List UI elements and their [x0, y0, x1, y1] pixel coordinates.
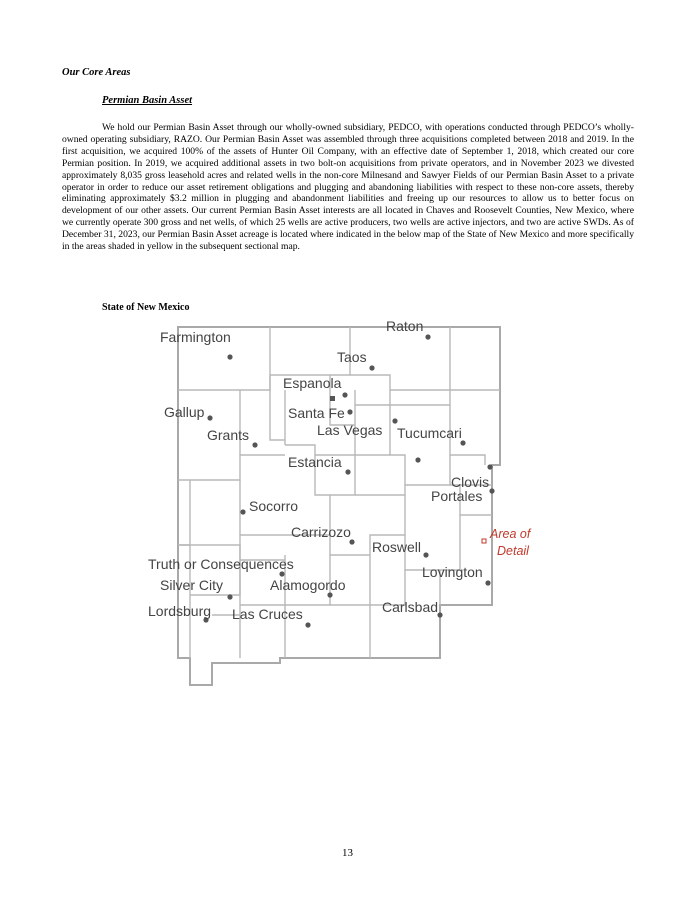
label-silver-city: Silver City [160, 577, 224, 593]
label-carrizozo: Carrizozo [291, 524, 351, 540]
body-paragraph: We hold our Permian Basin Asset through our wholly-owned subsidiary, PEDCO, with operations conducted through PEDCO’s wholly-owned operating subsidiary, RAZO. Our Permian Basin Asset was assembled through three acquisitions completed between 2018 and 2019. In the first acquisition, we acquired 100% of the assets of Hunter Oil Company, with an effective date of September 1, 2018, which created our core Permian position. In 2019, we acquired additional assets in two bolt-on acquisitions from private operators, and in November 2023 we divested approximately 8,035 gross leasehold acres and related wells in the non-core Milnesand and Sawyer Fields of our Permian Basin Asset to a private operator in order to reduce our asset retirement obligations and plugging and abandoning liabilities with respect to these non-core assets, thereby eliminating approximately $3.2 million in plugging and abandonment liabilities and freeing up our resources to allow us to better focus on development of our other assets. Our current Permian Basin Asset interests are all located in Chaves and Roosevelt Counties, New Mexico, where we currently operate 300 gross and net wells, of which 25 wells are active producers, two wells are active injectors, and two are active SWDs. As of December 31, 2023, our Permian Basin Asset acreage is located where indicated in the below map of the State of New Mexico and more specifically in the areas shaded in yellow in the subsequent sectional map. [62, 122, 634, 253]
label-roswell: Roswell [372, 539, 422, 555]
label-area-of-detail-line1: Area of [490, 527, 531, 541]
label-carlsbad: Carlsbad [382, 599, 439, 615]
label-area-of-detail-line2: Detail [497, 544, 529, 558]
dot-taos [369, 365, 374, 370]
label-espanola: Espanola [283, 375, 342, 391]
dot-guadalupe [415, 457, 420, 462]
dot-truth-or-consequences [279, 571, 284, 576]
section-heading: Our Core Areas [62, 67, 131, 78]
label-las-cruces: Las Cruces [232, 606, 303, 622]
dot-portales [489, 488, 494, 493]
subsection-heading: Permian Basin Asset [102, 95, 193, 106]
dot-alamogordo [327, 592, 332, 597]
dot-gallup [207, 415, 212, 420]
dot-lovington [485, 580, 490, 585]
dot-clovis [487, 464, 492, 469]
dot-carlsbad [437, 612, 442, 617]
label-las-vegas: Las Vegas [317, 422, 383, 438]
dot-estancia [345, 469, 350, 474]
label-taos: Taos [337, 349, 367, 365]
label-alamogordo: Alamogordo [270, 577, 346, 593]
label-truth-or-consequences: Truth or Consequences [148, 556, 294, 572]
label-portales: Portales [431, 488, 483, 504]
label-grants: Grants [207, 427, 250, 443]
label-clovis: Clovis [451, 474, 490, 490]
dot-las-cruces [305, 622, 310, 627]
dot-tucumcari [460, 440, 465, 445]
label-socorro: Socorro [249, 498, 299, 514]
map-caption: State of New Mexico [102, 302, 190, 313]
label-santa-fe: Santa Fe [288, 405, 345, 421]
label-lovington: Lovington [422, 564, 483, 580]
dot-espanola [342, 392, 347, 397]
dot-roswell [423, 552, 428, 557]
dot-raton [425, 334, 430, 339]
city-labels [148, 318, 532, 622]
dot-socorro [240, 509, 245, 514]
new-mexico-map [140, 315, 550, 695]
dot-farmington [227, 354, 232, 359]
dot-grants [252, 442, 257, 447]
label-lordsburg: Lordsburg [148, 603, 212, 619]
label-gallup: Gallup [164, 404, 205, 420]
dot-espanola-square [330, 396, 335, 401]
label-tucumcari: Tucumcari [397, 425, 462, 441]
dot-silver-city [227, 594, 232, 599]
dot-las-vegas [392, 418, 397, 423]
label-raton: Raton [386, 318, 424, 334]
dot-santa-fe [347, 409, 352, 414]
label-farmington: Farmington [160, 329, 231, 345]
area-of-detail-marker [482, 539, 486, 543]
dot-carrizozo [349, 539, 354, 544]
label-estancia: Estancia [288, 454, 342, 470]
page-number: 13 [342, 847, 353, 859]
